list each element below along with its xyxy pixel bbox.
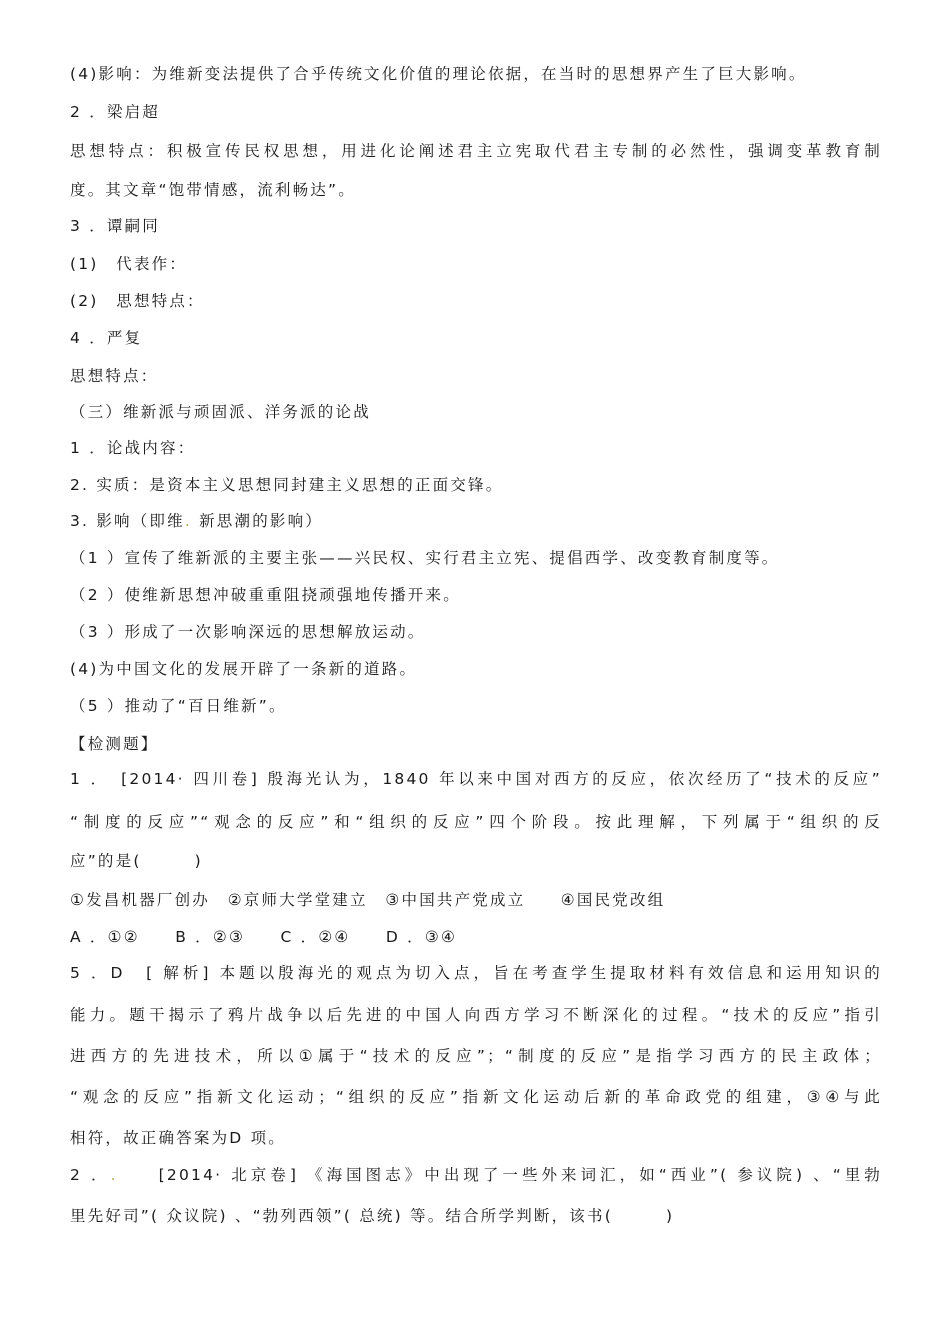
analysis-text: 进西方的先进技术，所以①属于“技术的反应”；“制度的反应”是指学习西方的民主政体； [70,1047,882,1065]
question-text: 应”的是( ) [70,852,203,870]
text-segment: 3. 影响（即维 [70,512,185,530]
text-line: 思想特点：积极宣传民权思想，用进化论阐述君主立宪取代君主专制的必然性，强调变革教育制 [70,142,882,160]
analysis-text: 相符，故正确答案为D 项。 [70,1129,286,1147]
analysis-text: 能力。题干揭示了鸦片战争以后先进的中国人向西方学习不断深化的过程。“技术的反应”指引 [70,1006,882,1024]
list-item: （2 ）使维新思想冲破重重阻挠顽强地传播开来。 [70,586,461,604]
mark-dot: . [184,512,192,530]
section-heading: （三）维新派与顽固派、洋务派的论战 [70,403,371,421]
text-line: (1) 代表作： [70,255,188,273]
list-item: （3 ）形成了一次影响深远的思想解放运动。 [70,623,426,641]
options-line: ①发昌机器厂创办 ②京师大学堂建立 ③中国共产党成立 ④国民党改组 [70,891,666,909]
text-line [70,511,882,531]
text-line: (4)影响：为维新变法提供了合乎传统文化价值的理论依据，在当时的思想界产生了巨大影响。 [70,65,807,83]
section-heading: 3 ．谭嗣同 [70,217,160,235]
question-text: “制度的反应”“观念的反应”和“组织的反应”四个阶段。按此理解，下列属于“组织的反 [70,813,882,831]
answer-choices: A ．①② B ．②③ C ．②④ D ．③④ [70,928,458,946]
section-heading: 2 ．梁启超 [70,103,160,121]
text-line: 思想特点： [70,367,159,385]
analysis-text: “观念的反应”指新文化运动；“组织的反应”指新文化运动后新的革命政党的组建，③④与此 [70,1088,882,1106]
question-number: 2 ． [70,1166,111,1184]
question-text: 里先好司”( 众议院) 、“勃列西领”( 总统) 等。结合所学判断，该书( ) [70,1207,675,1225]
section-heading: 【检测题】 [70,735,159,753]
list-item: （1 ）宣传了维新派的主要主张——兴民权、实行君主立宪、提倡西学、改变教育制度等。 [70,549,780,567]
text-line: 1 ．论战内容： [70,439,196,457]
text-line: 2. 实质：是资本主义思想同封建主义思想的正面交锋。 [70,476,504,494]
question-text [70,1165,882,1185]
text-line: (2) 思想特点： [70,292,205,310]
analysis-text: 5 ．D [ 解析] 本题以殷海光的观点为切入点，旨在考查学生提取材料有效信息和运用知识的 [70,964,882,982]
mark-dot: . [110,1166,118,1184]
text-segment: 新思潮的影响） [199,512,324,530]
list-item: (4)为中国文化的发展开辟了一条新的道路。 [70,660,418,678]
list-item: （5 ）推动了“百日维新”。 [70,697,287,715]
text-line: 度。其文章“饱带情感，流利畅达”。 [70,181,356,199]
section-heading: 4 ．严复 [70,329,143,347]
question-text: 1 ． [2014· 四川卷] 殷海光认为，1840 年以来中国对西方的反应，依次经历了“技术的反应” [70,770,882,788]
text-segment: [2014· 北京卷] 《海国图志》中出现了一些外来词汇，如“西业”( 参议院) 、“里勃 [158,1166,882,1184]
